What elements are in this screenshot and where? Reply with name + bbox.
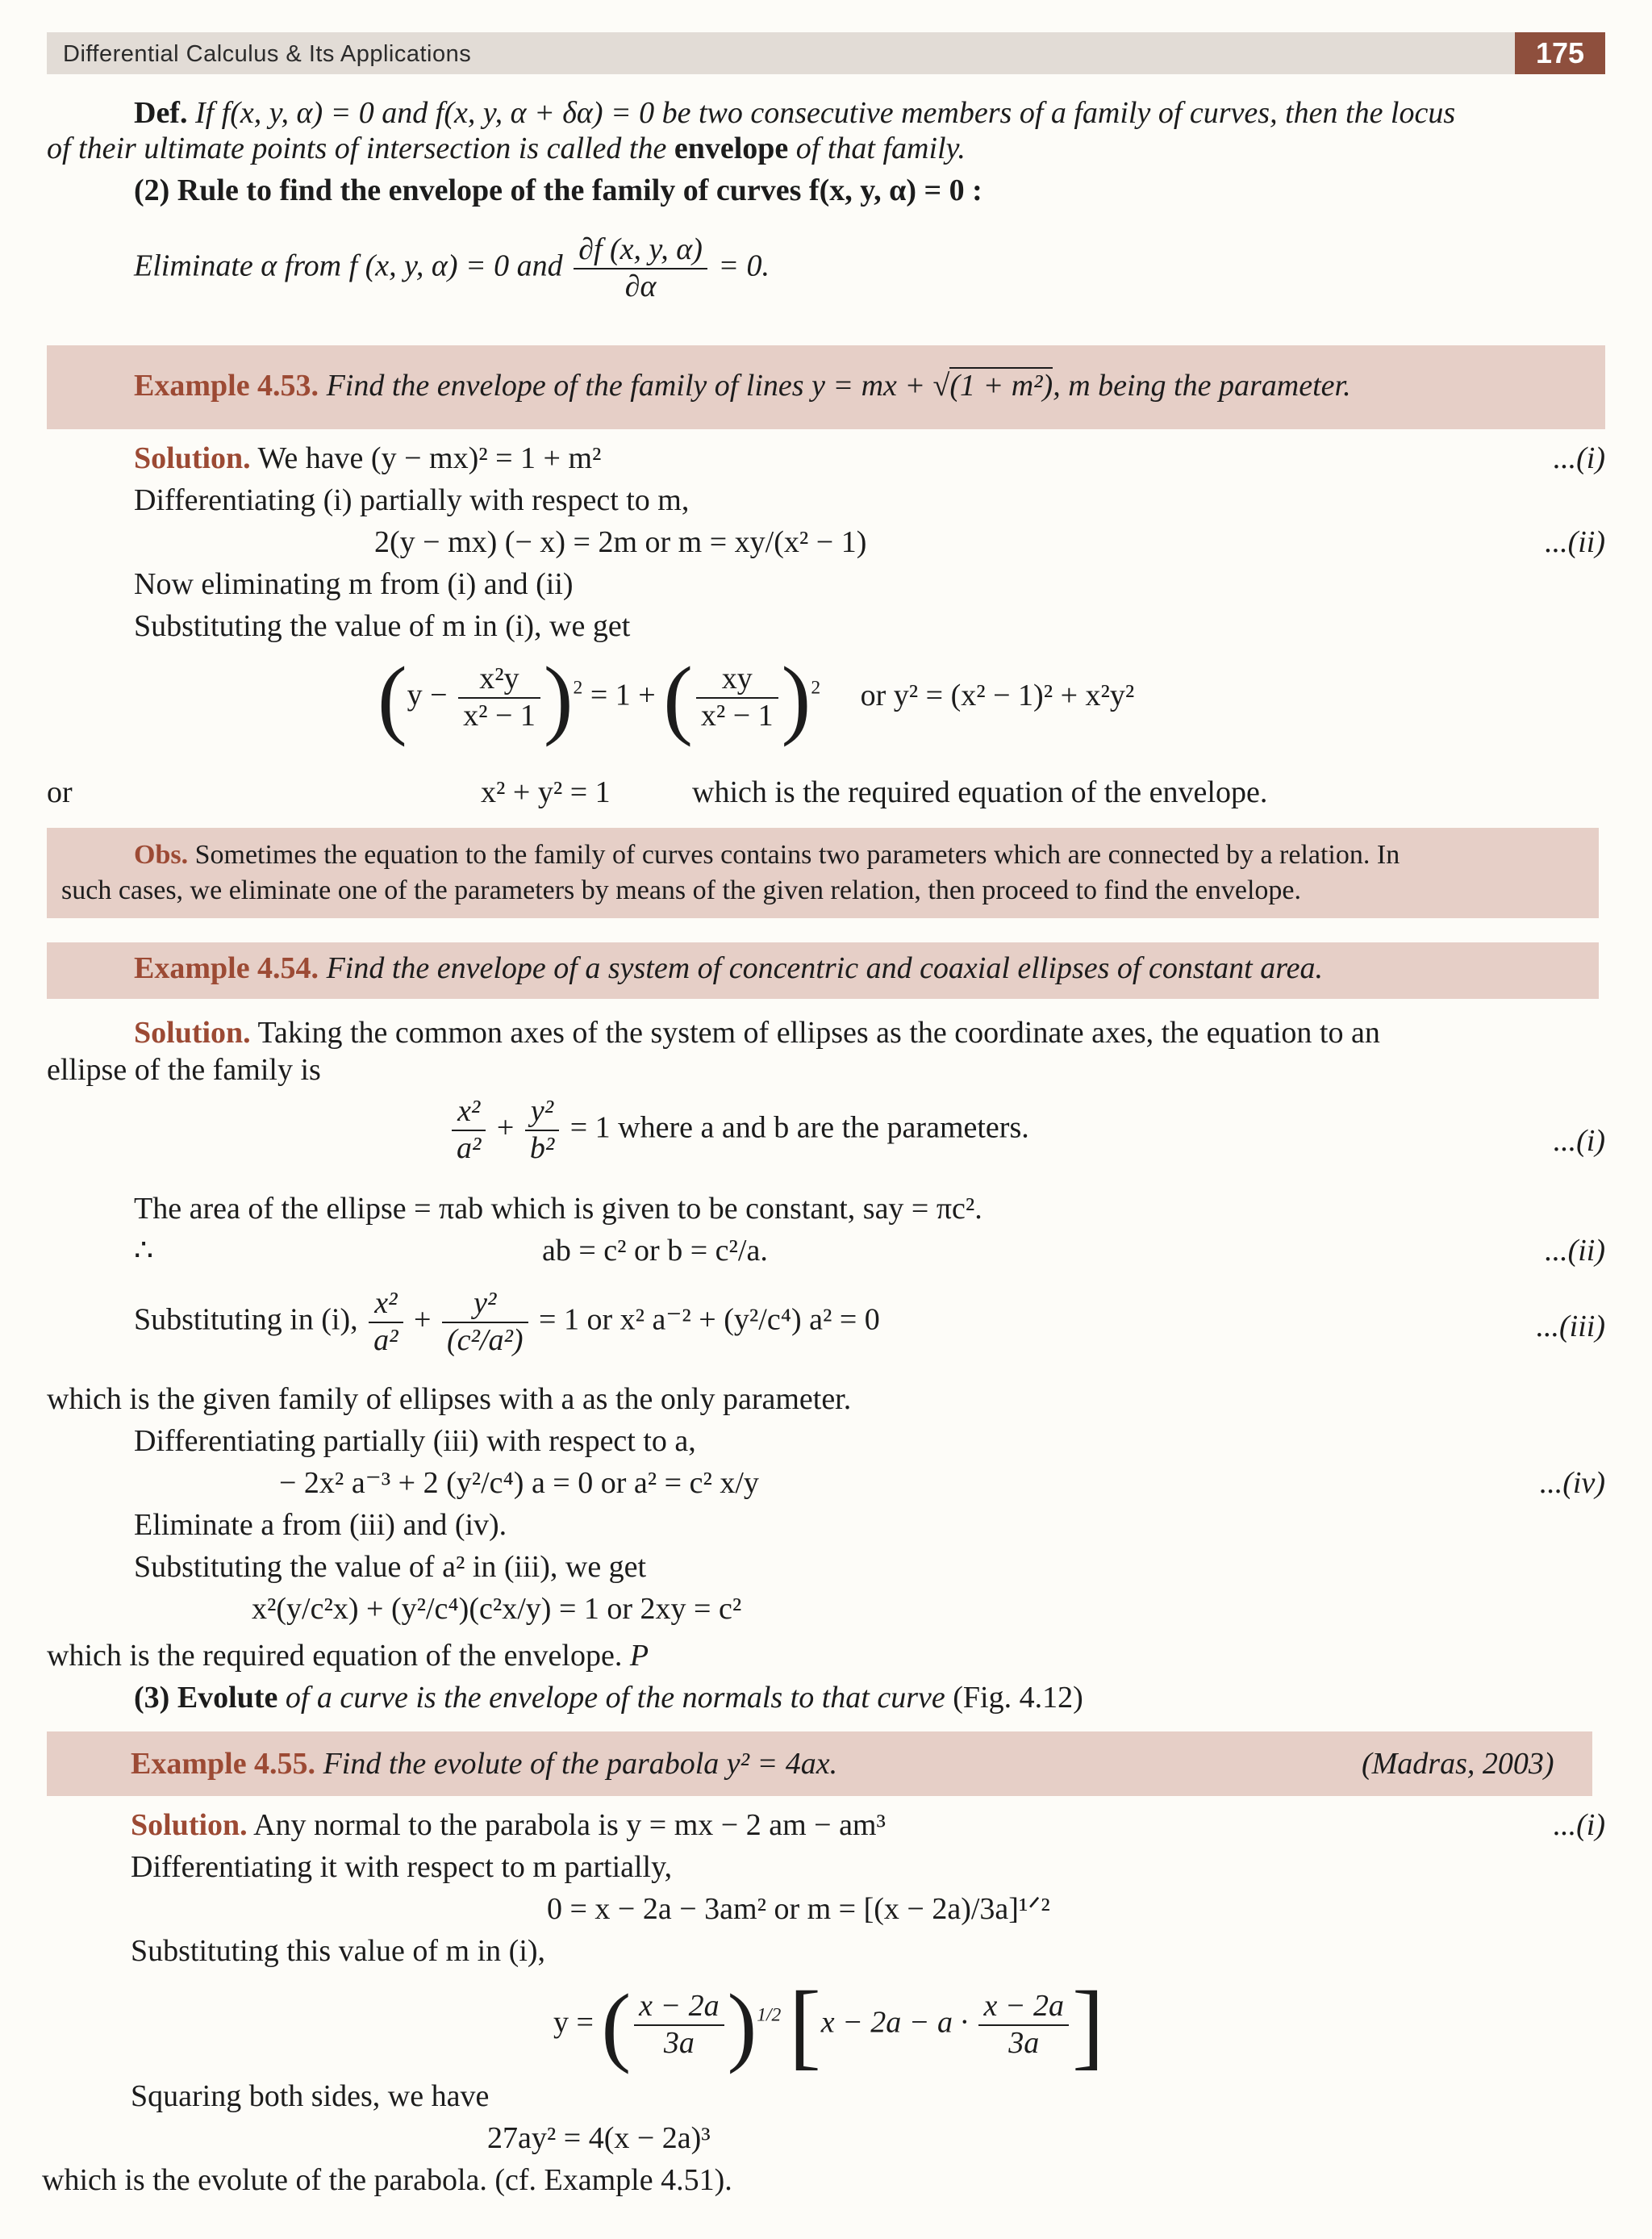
solution-line: Substituting the value of a² in (iii), we get bbox=[134, 1550, 647, 1584]
solution-line: Squaring both sides, we have bbox=[131, 2079, 490, 2113]
square-root-sign: √ bbox=[932, 369, 950, 403]
solution-line: The area of the ellipse = πab which is given to be constant, say = πc². bbox=[134, 1192, 982, 1226]
solution-line: Now eliminating m from (i) and (ii) bbox=[134, 567, 574, 601]
example-4-55-heading: Example 4.55. Find the evolute of the parabola y² = 4ax. bbox=[131, 1747, 838, 1781]
result-line: which is the required equation of the envelope. P bbox=[47, 1639, 649, 1673]
definition-label: Def. bbox=[134, 96, 188, 130]
solution-equation: 2(y − mx) (− x) = 2m or m = xy/(x² − 1) bbox=[374, 525, 867, 559]
example-source: (Madras, 2003) bbox=[1362, 1747, 1554, 1781]
solution-equation: ab = c² or b = c²/a. bbox=[542, 1234, 768, 1268]
solution-equation: x²(y/c²x) + (y²/c⁴)(c²x/y) = 1 or 2xy = c² bbox=[252, 1592, 742, 1626]
solution-line: Differentiating it with respect to m partially, bbox=[131, 1850, 673, 1884]
evolute-heading: (3) Evolute of a curve is the envelope of the normals to that curve (Fig. 4.12) bbox=[134, 1681, 1083, 1715]
solution-equation: 0 = x − 2a − 3am² or m = [(x − 2a)/3a]¹ᐟ² bbox=[547, 1892, 1050, 1926]
final-text: which is the required equation of the envelope. bbox=[692, 775, 1268, 809]
rule-formula: Eliminate α from f (x, y, α) = 0 and $\frac{\partial f (x, y, \alpha)}{\partial\alpha}$ = 0. bbox=[134, 232, 770, 303]
equation-number: ...(iv) bbox=[1539, 1466, 1605, 1500]
equation-number: ...(i) bbox=[1553, 441, 1605, 475]
solution-line: which is the given family of ellipses with a as the only parameter. bbox=[47, 1382, 852, 1416]
solution-line: which is the evolute of the parabola. (cf. Example 4.51). bbox=[42, 2163, 732, 2197]
solution-line: Differentiating (i) partially with respect to m, bbox=[134, 483, 690, 517]
ellipse-equation: $\frac{\text{x²}}{\text{a²}}$ + $\frac{\text{y²}}{\text{b²}}$ = 1 where a and b are the parameters. bbox=[448, 1094, 1029, 1166]
solution-line: Differentiating partially (iii) with respect to a, bbox=[134, 1424, 696, 1458]
example-4-53-heading: Example 4.53. Find the envelope of the family of lines y = mx + √(1 + m²), m being the parameter. bbox=[134, 369, 1351, 403]
definition-line-1 bbox=[134, 95, 1455, 132]
equation-number: ...(i) bbox=[1553, 1124, 1605, 1158]
solution-equation: 27ay² = 4(x − 2a)³ bbox=[487, 2121, 711, 2155]
therefore-symbol: ∴ bbox=[134, 1234, 154, 1268]
equation-number: ...(ii) bbox=[1545, 1234, 1605, 1268]
solution-line: Eliminate a from (iii) and (iv). bbox=[134, 1508, 507, 1542]
equation-number: ...(iii) bbox=[1536, 1310, 1605, 1343]
running-header-title: Differential Calculus & Its Applications bbox=[63, 41, 472, 67]
page-number: 175 bbox=[1515, 32, 1605, 74]
envelope-term: envelope bbox=[674, 132, 789, 165]
or-label: or bbox=[47, 775, 73, 809]
definition-line-2: of their ultimate points of intersection is called the envelope of that family. bbox=[47, 132, 966, 165]
partial-derivative-fraction: $\frac{\partial f (x, y, \alpha)}{\partial\alpha}$ bbox=[574, 232, 707, 304]
solution-line: ellipse of the family is bbox=[47, 1053, 321, 1087]
observation-line-2: such cases, we eliminate one of the parameters by means of the given relation, then proceed to find the envelope. bbox=[61, 875, 1301, 905]
equation-number: ...(i) bbox=[1553, 1808, 1605, 1842]
equation-number: ...(ii) bbox=[1545, 525, 1605, 559]
solution-line: Substituting the value of m in (i), we get bbox=[134, 609, 631, 643]
rule-heading: (2) Rule to find the envelope of the family of curves f(x, y, α) = 0 : bbox=[134, 173, 982, 207]
observation-line-1: Obs. Sometimes the equation to the family of curves contains two parameters which are connected by a relation. In bbox=[134, 840, 1400, 870]
evolute-substitution: y = ( $\frac{x - 2a}{3a}$ )$^{1/2}$ [x − 2a − a · $\frac{x - 2a}{3a}$ ] bbox=[553, 1971, 1104, 2078]
final-equation: x² + y² = 1 bbox=[481, 775, 611, 809]
example-4-54-solution: Solution. Taking the common axes of the system of ellipses as the coordinate axes, the equation to an bbox=[134, 1016, 1380, 1050]
definition-text: If f(x, y, α) = 0 and f(x, y, α + δα) = 0 be two consecutive members of a family of curves, then the locus bbox=[194, 96, 1456, 130]
solution-line: Substituting this value of m in (i), bbox=[131, 1934, 546, 1968]
example-4-53-solution: Solution. We have (y − mx)² = 1 + m² bbox=[134, 441, 602, 475]
substitution-equation: (y − $\frac{\text{x²y}}{\text{x² − 1}}$ )$^2$ = 1 + ( $\frac{xy}{\text{x² − 1}}$ )$^2$ or y² = (x² − 1)² + x²y² bbox=[378, 649, 1135, 747]
solution-equation: − 2x² a⁻³ + 2 (y²/c⁴) a = 0 or a² = c² x/y bbox=[279, 1466, 759, 1500]
example-4-54-heading: Example 4.54. Find the envelope of a system of concentric and coaxial ellipses of constant area. bbox=[134, 951, 1323, 985]
example-4-55-solution: Solution. Any normal to the parabola is y = mx − 2 am − am³ bbox=[131, 1808, 886, 1842]
substitution-line: Substituting in (i), $\frac{\text{x²}}{\text{a²}}$ + $\frac{\text{y²}}{\text{(c²/a²)}}$ = 1 or x² a⁻² + (y²/c⁴) a² = 0 bbox=[134, 1286, 880, 1357]
